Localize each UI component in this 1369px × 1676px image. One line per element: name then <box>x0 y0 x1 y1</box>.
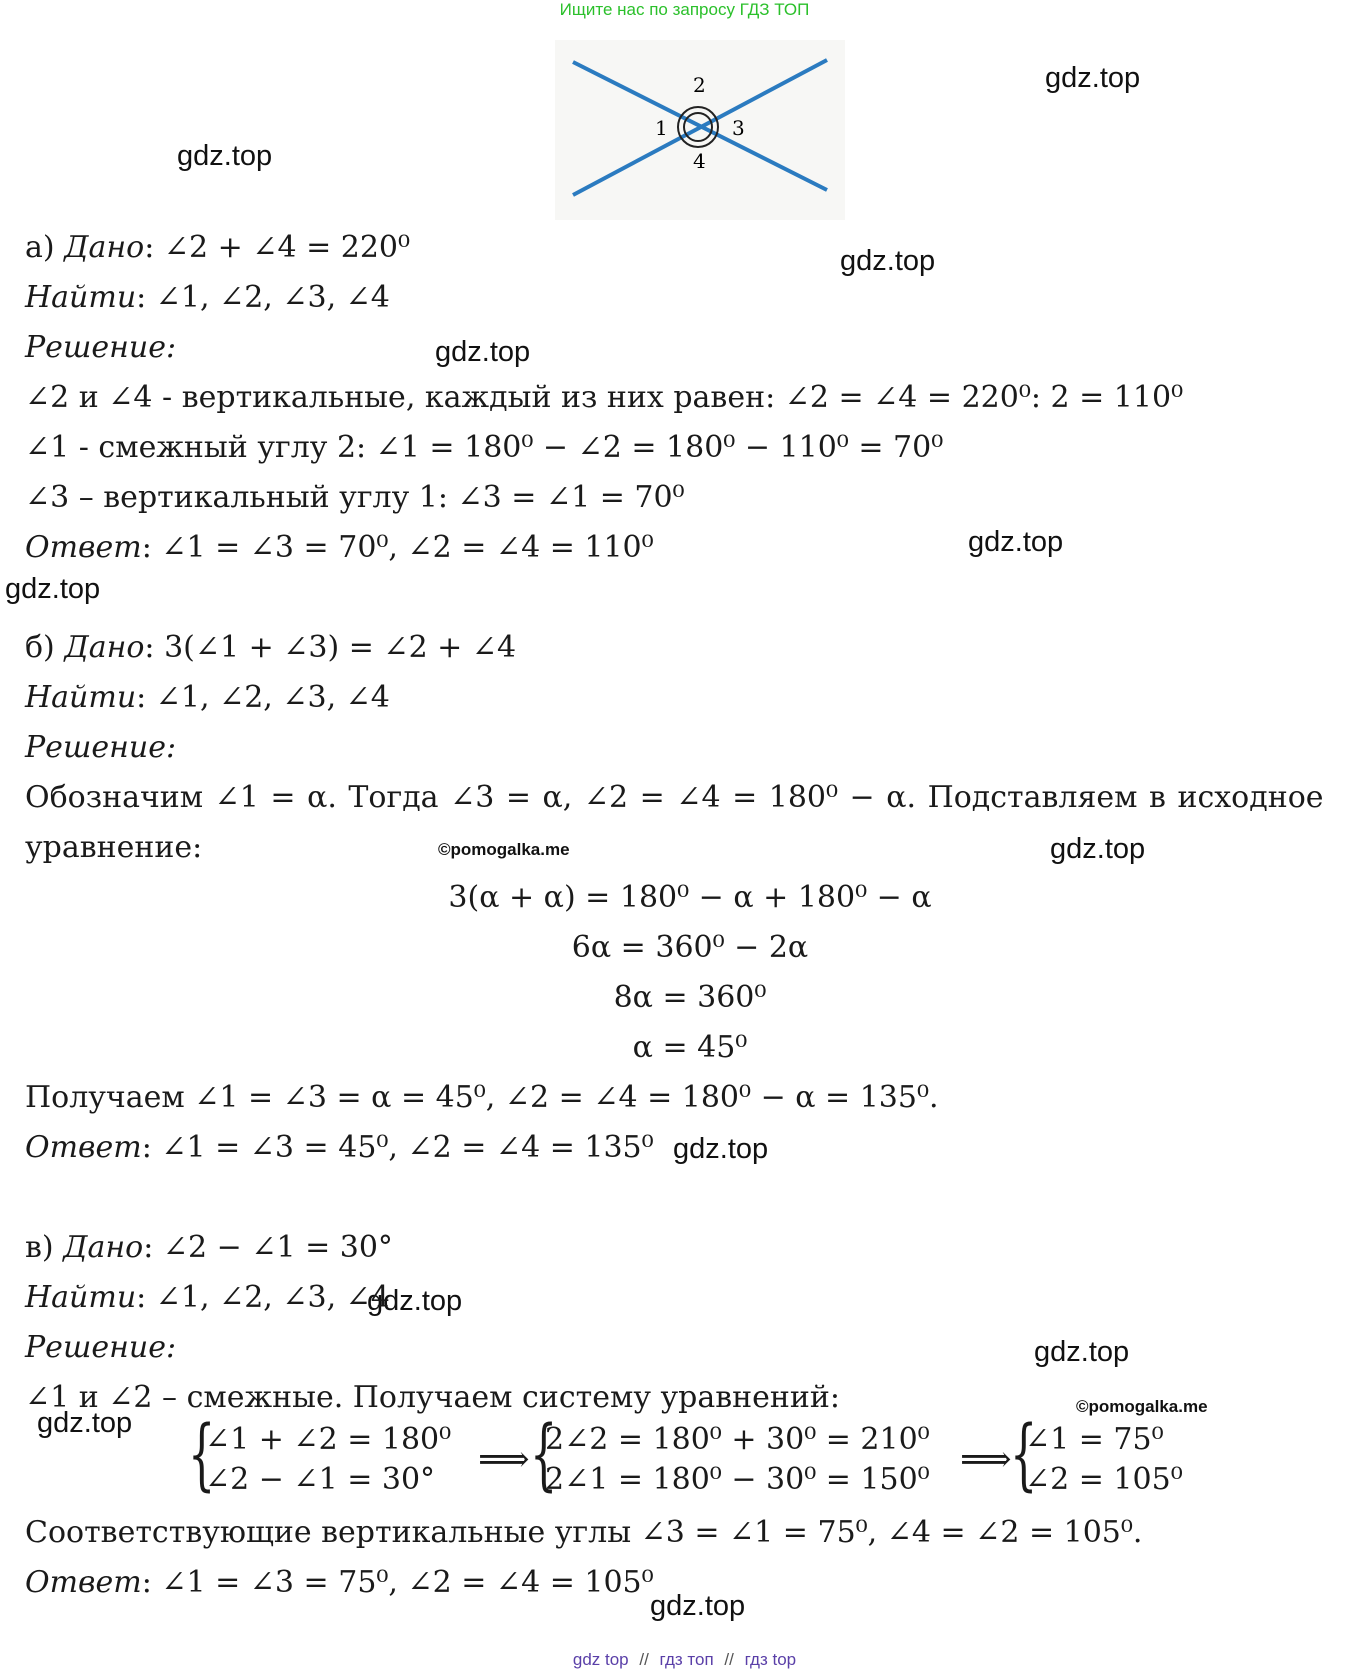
part-b-result: Получаем ∠1 = ∠3 = α = 45⁰, ∠2 = ∠4 = 180⁰ − α = 135⁰. <box>25 1080 939 1115</box>
part-a-solution: Решение: <box>25 330 177 365</box>
watermark: gdz.top <box>5 573 101 605</box>
part-b-equation-4: α = 45⁰ <box>632 1030 748 1065</box>
part-c-result: Соответствующие вертикальные углы ∠3 = ∠1 = 75⁰, ∠4 = ∠2 = 105⁰. <box>25 1515 1143 1550</box>
watermark: gdz.top <box>650 1590 746 1622</box>
watermark: gdz.top <box>968 526 1064 558</box>
copyright-mark: ©pomogalka.me <box>438 840 570 859</box>
watermark: gdz.top <box>840 245 936 277</box>
footer-link-2[interactable]: гдз топ <box>659 1650 714 1669</box>
watermark: gdz.top <box>1050 833 1146 865</box>
part-b-equation-3: 8α = 360⁰ <box>613 980 767 1015</box>
part-c-solution: Решение: <box>25 1330 177 1365</box>
footer-links <box>0 1650 1369 1670</box>
brace-1: { <box>188 1410 216 1500</box>
intersecting-lines-figure <box>555 40 845 220</box>
part-b-line-2: уравнение: <box>25 830 203 865</box>
part-a-line-1: ∠2 и ∠4 - вертикальные, каждый из них равен: ∠2 = ∠4 = 220⁰: 2 = 110⁰ <box>25 380 1184 415</box>
part-a-answer: Ответ: ∠1 = ∠3 = 70⁰, ∠2 = ∠4 = 110⁰ <box>25 530 654 565</box>
part-c-find: Найти: ∠1, ∠2, ∠3, ∠4 <box>25 1280 390 1315</box>
implies-arrow-1: ⟹ <box>478 1439 530 1480</box>
part-a-given: а) Дано: ∠2 + ∠4 = 220⁰ <box>25 230 411 265</box>
part-a-line-3: ∠3 – вертикальный углу 1: ∠3 = ∠1 = 70⁰ <box>25 480 685 515</box>
angle-label-2: 2 <box>693 73 706 97</box>
top-banner: Ищите нас по запросу ГДЗ ТОП <box>559 0 810 19</box>
watermark: gdz.top <box>367 1285 463 1317</box>
part-b-given: б) Дано: 3(∠1 + ∠3) = ∠2 + ∠4 <box>25 630 517 665</box>
watermark: gdz.top <box>37 1407 133 1439</box>
watermark: gdz.top <box>673 1133 769 1165</box>
system-1-eq-2: ∠2 − ∠1 = 30° <box>205 1462 436 1497</box>
part-a-find: Найти: ∠1, ∠2, ∠3, ∠4 <box>25 280 390 315</box>
footer-link-3[interactable]: гдз top <box>744 1650 797 1669</box>
part-c-given: в) Дано: ∠2 − ∠1 = 30° <box>25 1230 393 1265</box>
system-2-eq-2: 2∠1 = 180⁰ − 30⁰ = 150⁰ <box>545 1462 930 1497</box>
watermark: gdz.top <box>435 336 531 368</box>
copyright-mark: ©pomogalka.me <box>1076 1397 1208 1416</box>
watermark: gdz.top <box>177 140 273 172</box>
part-b-equation-2: 6α = 360⁰ − 2α <box>571 930 809 965</box>
part-c-answer: Ответ: ∠1 = ∠3 = 75⁰, ∠2 = ∠4 = 105⁰ <box>25 1565 654 1600</box>
watermark: gdz.top <box>1045 62 1141 94</box>
brace-2: { <box>530 1410 558 1500</box>
angles-diagram <box>555 40 845 220</box>
part-b-equation-1: 3(α + α) = 180⁰ − α + 180⁰ − α <box>448 880 932 915</box>
part-a-line-2: ∠1 - смежный углу 2: ∠1 = 180⁰ − ∠2 = 180⁰ − 110⁰ = 70⁰ <box>25 430 944 465</box>
angle-label-3: 3 <box>732 116 745 140</box>
footer-separator: // <box>724 1650 734 1669</box>
footer-link-1[interactable]: gdz top <box>572 1650 629 1669</box>
system-1-eq-1: ∠1 + ∠2 = 180⁰ <box>205 1422 452 1457</box>
angle-label-1: 1 <box>655 116 668 140</box>
part-b-find: Найти: ∠1, ∠2, ∠3, ∠4 <box>25 680 390 715</box>
footer-separator: // <box>639 1650 649 1669</box>
brace-3: { <box>1010 1410 1038 1500</box>
system-3-eq-2: ∠2 = 105⁰ <box>1025 1462 1183 1497</box>
system-3-eq-1: ∠1 = 75⁰ <box>1025 1422 1164 1457</box>
part-c-line-1: ∠1 и ∠2 – смежные. Получаем систему уравнений: <box>25 1380 840 1415</box>
implies-arrow-2: ⟹ <box>960 1439 1012 1480</box>
part-b-line-1: Обозначим ∠1 = α. Тогда ∠3 = α, ∠2 = ∠4 = 180⁰ − α. Подставляем в исходное <box>25 780 1324 815</box>
part-b-solution: Решение: <box>25 730 177 765</box>
part-b-answer: Ответ: ∠1 = ∠3 = 45⁰, ∠2 = ∠4 = 135⁰ <box>25 1130 654 1165</box>
watermark: gdz.top <box>1034 1336 1130 1368</box>
angle-label-4: 4 <box>693 149 706 173</box>
system-2-eq-1: 2∠2 = 180⁰ + 30⁰ = 210⁰ <box>545 1422 930 1457</box>
